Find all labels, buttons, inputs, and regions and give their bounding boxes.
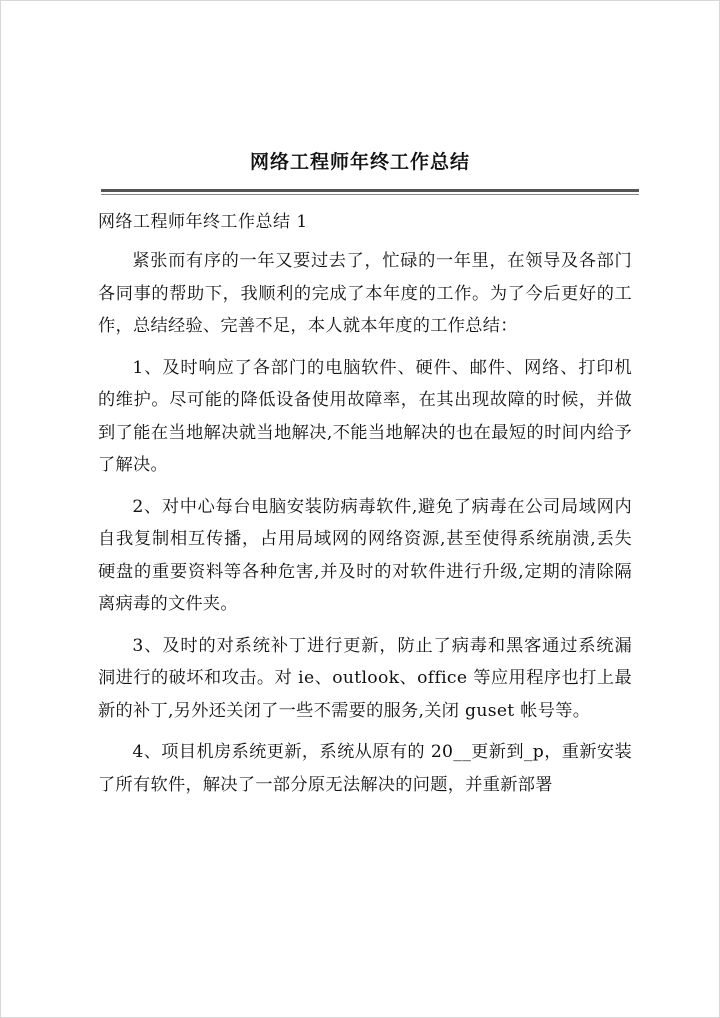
title-divider-thick — [101, 189, 639, 192]
paragraph-item-3: 3、及时的对系统补丁进行更新，防止了病毒和黑客通过系统漏洞进行的破坏和攻击。对 ie、outlook、office 等应用程序也打上最新的补丁,另外还关闭了一些不需要的服务,关闭 guset 帐号等。 — [98, 635, 632, 721]
paragraph-intro: 紧张而有序的一年又要过去了，忙碌的一年里，在领导及各部门各同事的帮助下，我顺利的完成了本年度的工作。为了今后更好的工作，总结经验、完善不足，本人就本年度的工作总结： — [98, 251, 632, 336]
paragraph-item-1: 1、及时响应了各部门的电脑软件、硬件、邮件、网络、打印机的维护。尽可能的降低设备使用故障率，在其出现故障的时候，并做到了能在当地解决就当地解决,不能当地解决的也在最短的时间内给予了解决。 — [98, 357, 632, 475]
paragraph-item-4: 4、项目机房系统更新，系统从原有的 20__更新到_p，重新安装了所有软件，解决了一部分原无法解决的问题，并重新部署 — [98, 742, 632, 795]
page-title: 网络工程师年终工作总结 — [249, 151, 470, 173]
paragraph-item-2: 2、对中心每台电脑安装防病毒软件,避免了病毒在公司局域网内自我复制相互传播，占用局域网的网络资源,甚至使得系统崩溃,丢失硬盘的重要资料等各种危害,并及时的对软件进行升级,定期的清除隔离病毒的文件夹。 — [98, 496, 632, 614]
body-text — [98, 245, 632, 810]
section-heading: 网络工程师年终工作总结 1 — [98, 212, 308, 232]
title-divider-thin — [101, 194, 639, 195]
